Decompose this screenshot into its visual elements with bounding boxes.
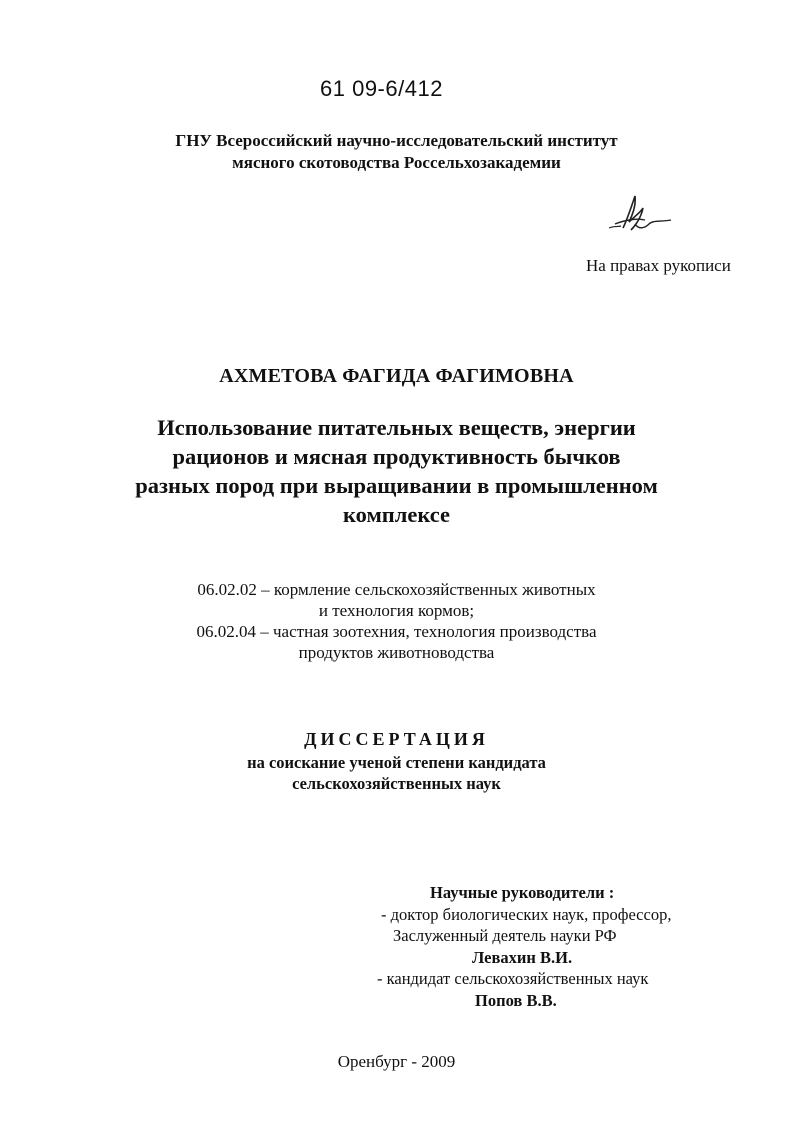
title-line: рационов и мясная продуктивность бычков — [172, 444, 621, 469]
archive-stamp-code: 61 09-6/412 — [320, 76, 443, 101]
dissertation-title — [0, 413, 793, 529]
handwritten-signature — [605, 190, 675, 236]
document-type-heading: ДИССЕРТАЦИЯ — [304, 729, 489, 749]
specialty-line: продуктов животноводства — [298, 643, 495, 662]
institute-line: ГНУ Всероссийский научно-исследовательский институт — [175, 131, 618, 150]
author-name: АХМЕТОВА ФАГИДА ФАГИМОВНА — [219, 365, 574, 387]
title-line: разных пород при выращивании в промышленном — [135, 473, 658, 498]
title-line: Использование питательных веществ, энергии — [157, 415, 636, 440]
supervisor-2-degree: - кандидат сельскохозяйственных наук — [377, 969, 649, 988]
title-line: комплексе — [342, 502, 451, 527]
supervisors-block — [360, 882, 760, 1011]
supervisor-1-title: Заслуженный деятель науки РФ — [393, 926, 617, 945]
institute-line: мясного скотоводства Россельхозакадемии — [232, 153, 561, 172]
supervisor-1-degree: - доктор биологических наук, профессор, — [381, 904, 672, 924]
specialty-codes — [0, 579, 793, 663]
specialty-line: и технология кормов; — [318, 601, 475, 620]
institute-name — [0, 130, 793, 174]
manuscript-rights-note: На правах рукописи — [586, 256, 731, 275]
specialty-line: 06.02.02 – кормление сельскохозяйственных животных — [197, 580, 596, 599]
degree-line: на соискание ученой степени кандидата — [247, 753, 546, 772]
degree-line: сельскохозяйственных наук — [292, 774, 501, 793]
degree-description — [0, 752, 793, 794]
supervisors-heading: Научные руководители : — [430, 883, 615, 902]
specialty-line: 06.02.04 – частная зоотехния, технология производства — [196, 622, 597, 641]
supervisor-1-name: Левахин В.И. — [472, 947, 573, 967]
city-year: Оренбург - 2009 — [337, 1052, 456, 1071]
supervisor-2-name: Попов В.В. — [475, 990, 557, 1010]
